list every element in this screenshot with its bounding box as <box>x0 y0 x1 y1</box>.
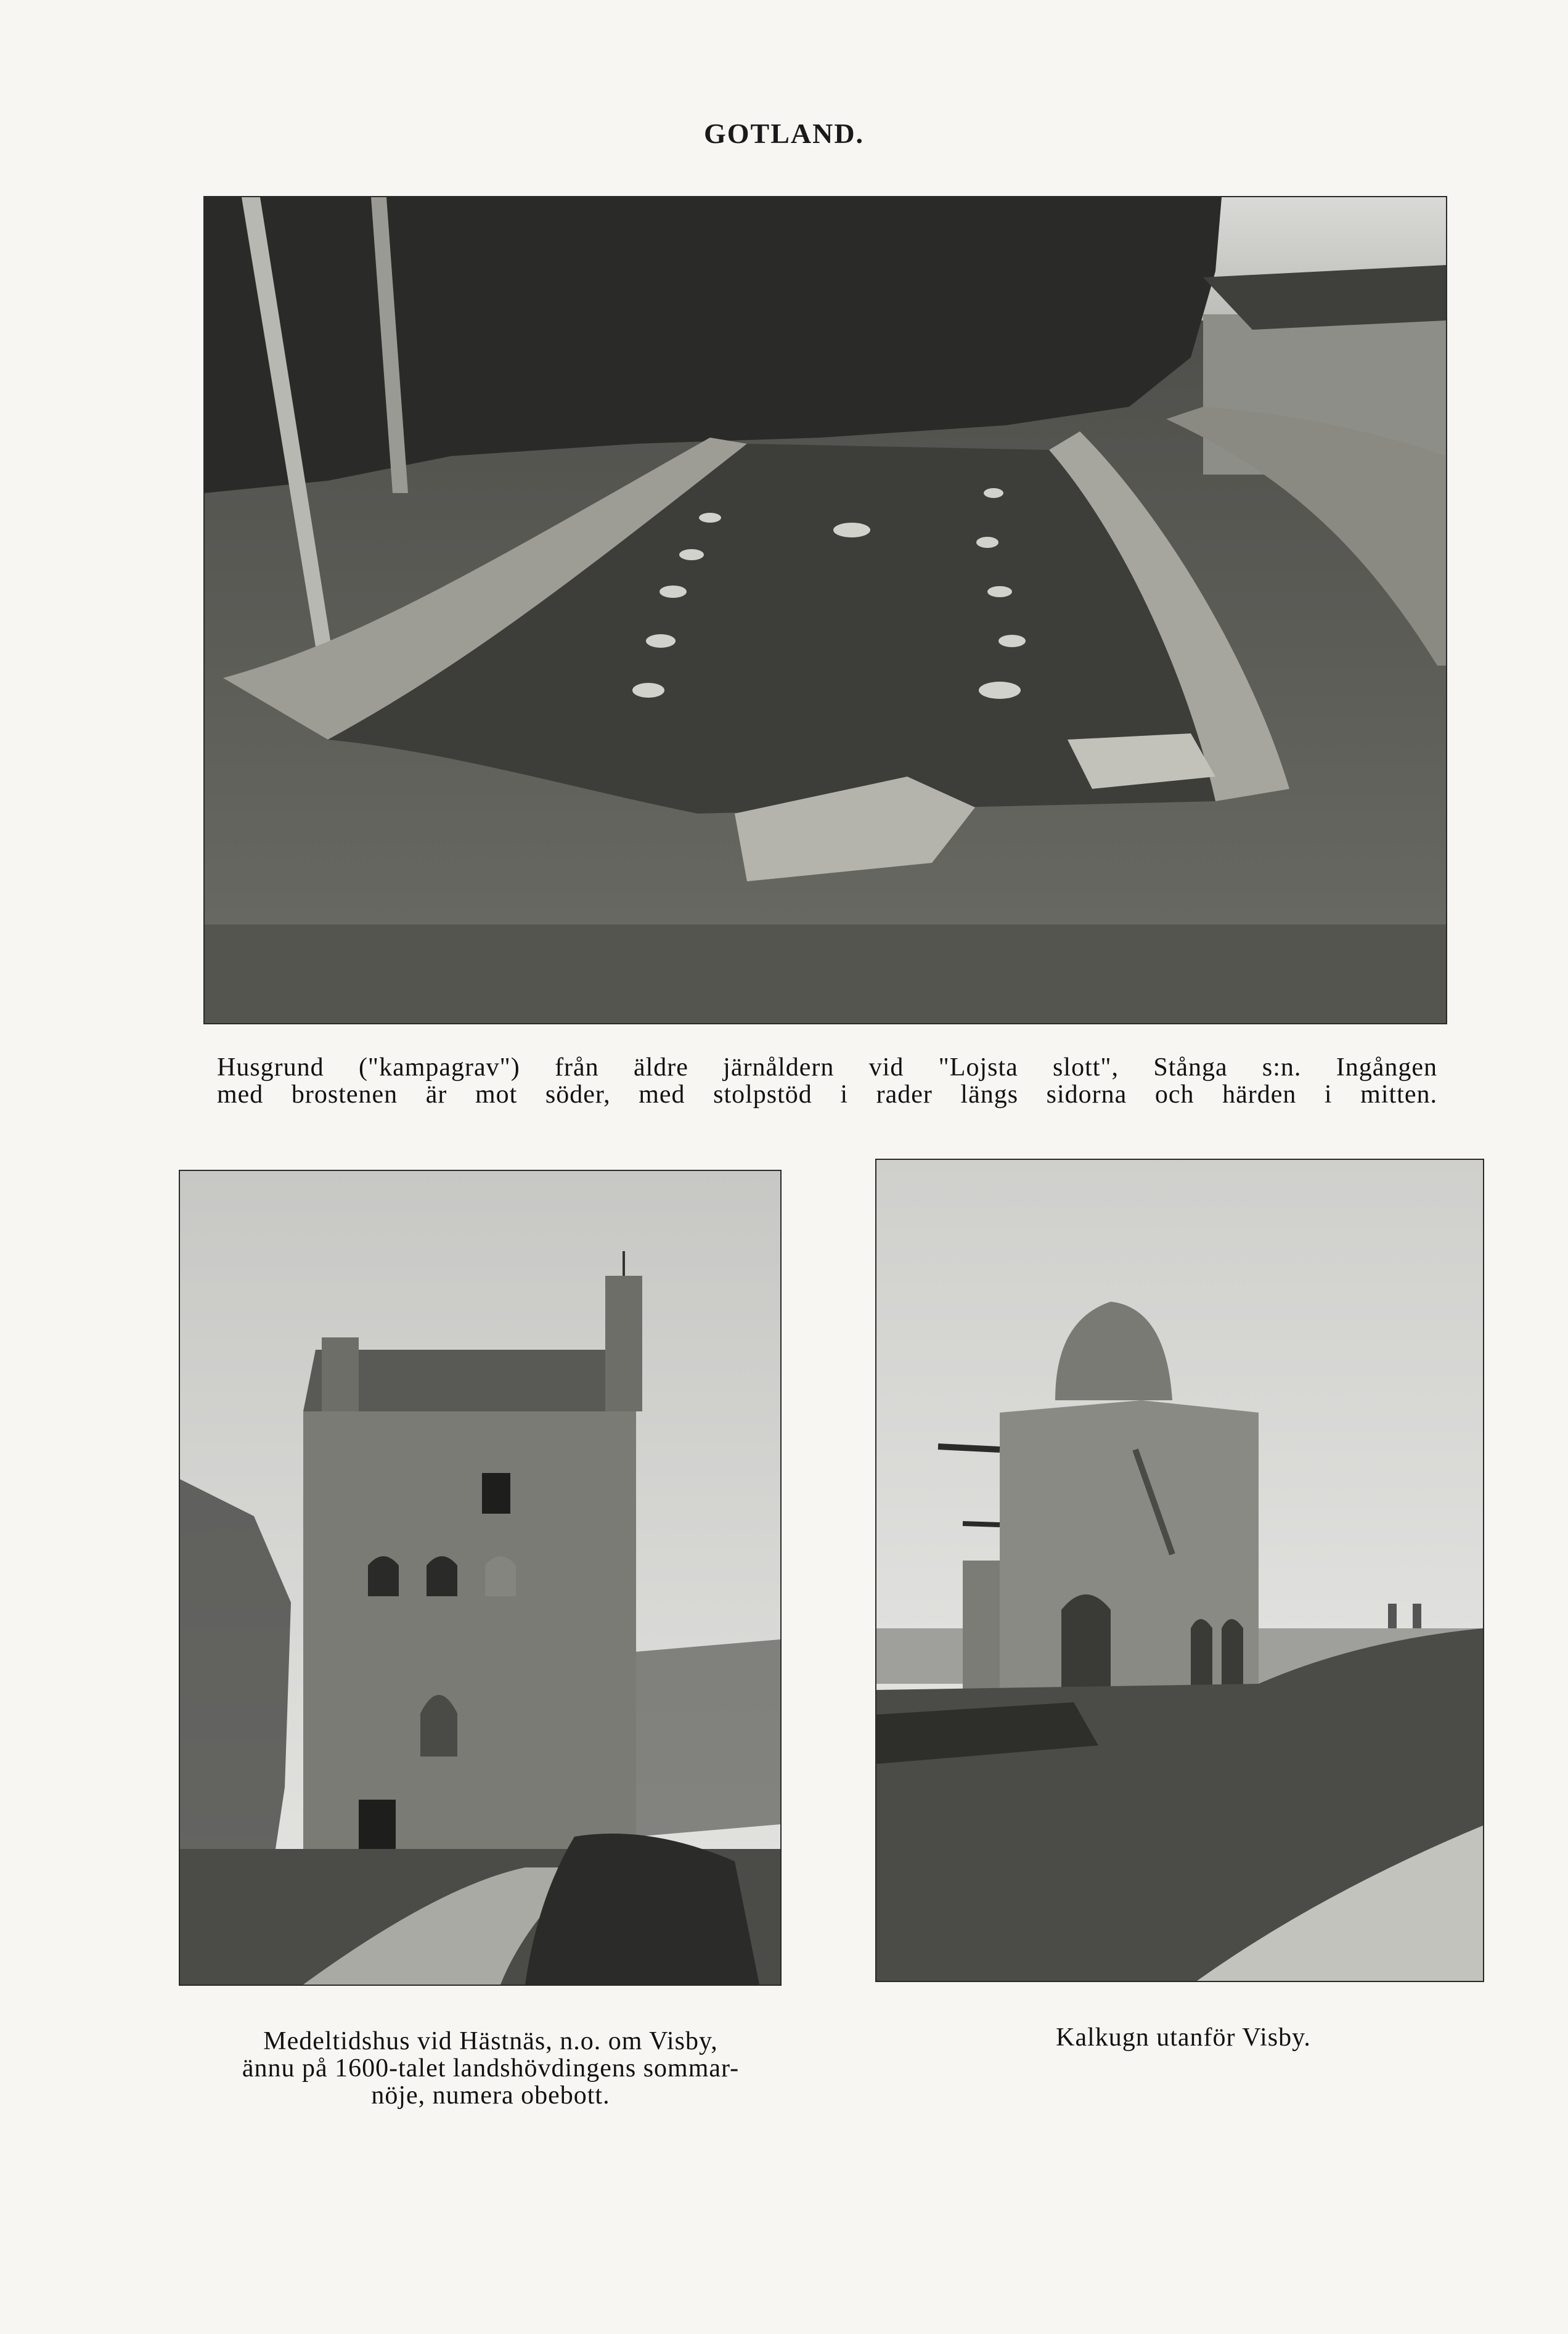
medieval-house-image <box>180 1171 780 1985</box>
caption-line: med brostenen är mot söder, med stolpstöd i rader längs sidorna och härden i mitten. <box>217 1080 1437 1109</box>
caption-line: Medeltidshus vid Hästnäs, n.o. om Visby, <box>263 2027 718 2055</box>
page-heading: GOTLAND. <box>703 118 865 149</box>
caption-lime-kiln <box>925 2024 1442 2051</box>
caption-line: Husgrund ("kampagrav") från äldre järnåldern vid "Lojsta slott", Stånga s:n. Ingången <box>217 1053 1437 1082</box>
caption-line: Kalkugn utanför Visby. <box>1056 2023 1311 2052</box>
photo-lime-kiln <box>875 1159 1484 1982</box>
caption-line: nöje, numera obebott. <box>371 2081 610 2110</box>
house-foundation-image <box>205 197 1446 1023</box>
photo-house-foundation <box>203 196 1447 1024</box>
caption-medieval-house <box>182 2028 799 2109</box>
photo-medieval-house <box>179 1170 782 1986</box>
lime-kiln-image <box>876 1160 1483 1981</box>
caption-line: ännu på 1600-talet landshövdingens sommar- <box>242 2054 740 2083</box>
caption-house-foundation <box>217 1054 1437 1108</box>
